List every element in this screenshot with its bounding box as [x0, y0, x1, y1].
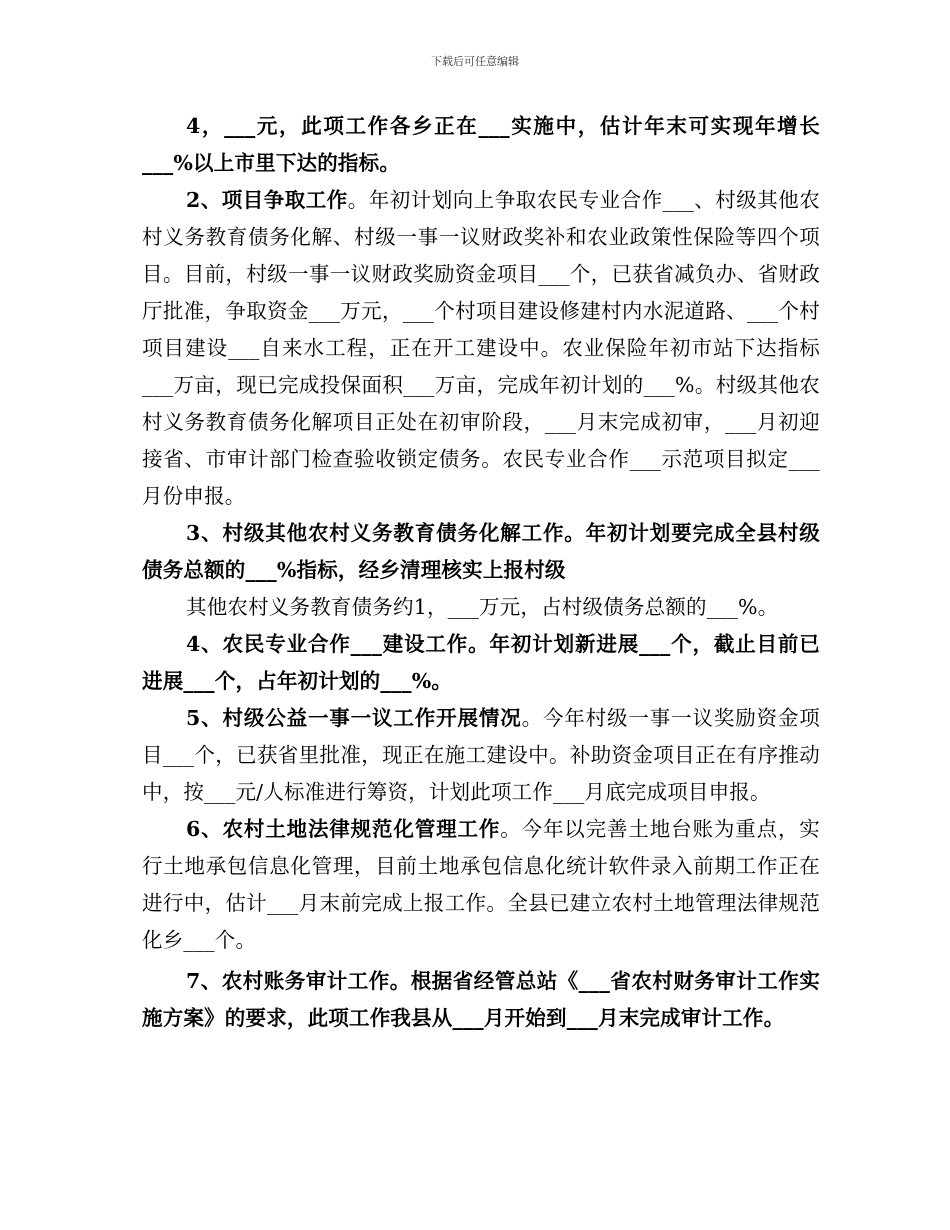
paragraph-3: 3、村级其他农村义务教育债务化解工作。年初计划要完成全县村级债务总额的___%指标，经乡清理核实上报村级	[142, 521, 820, 582]
paragraph-1: 4，___元，此项工作各乡正在___实施中，估计年末可实现年增长___%以上市里下达的指标。	[142, 114, 820, 175]
paragraph-4: 4、农民专业合作___建设工作。年初计划新进展___个，截止目前已进展___个，占年初计划的___%。	[142, 632, 820, 693]
paragraph-5	[142, 700, 820, 811]
paragraph-7: 7、农村账务审计工作。根据省经管总站《___省农村财务审计工作实施方案》的要求，此项工作我县从___月开始到___月末完成审计工作。	[142, 969, 820, 1030]
paragraph-6	[142, 811, 820, 959]
paragraph-5-heading: 5、村级公益一事一议工作开展情况	[186, 706, 522, 730]
paragraph-6-body: 。今年以完善土地台账为重点，实行土地承包信息化管理，目前土地承包信息化统计软件录入前期工作正在进行中，估计___月末前完成上报工作。全县已建立农村土地管理法律规范化乡___个。	[142, 817, 821, 952]
paragraph-2-body: 。年初计划向上争取农民专业合作___、村级其他农村义务教育债务化解、村级一事一议财政奖补和农业政策性保险等四个项目。目前，村级一事一议财政奖励资金项目___个，已获省减负办、省财政厅批准，争取资金___万元，___个村项目建设修建村内水泥道路、___个村项目建设___自来水工程，正在开工建设中。农业保险年初市站下达指标___万亩，现已完成投保面积___万亩，完成年初计划的___%。村级其他农村义务教育债务化解项目正处在初审阶段，___月末完成初审，___月初迎接省、市审计部门检查验收锁定债务。农民专业合作___示范项目拟定___月份申报。	[142, 188, 820, 508]
page-header-note: 下载后可任意编辑	[431, 55, 519, 68]
paragraph-6-heading: 6、农村土地法律规范化管理工作	[186, 817, 501, 841]
paragraph-5-body: 。今年村级一事一议奖励资金项目___个，已获省里批准，现正在施工建设中。补助资金项目正在有序推动中，按___元/人标准进行筹资，计划此项工作___月底完成项目申报。	[142, 706, 820, 804]
paragraph-2-heading: 2、项目争取工作	[186, 188, 348, 212]
paragraph-2	[142, 182, 820, 515]
paragraph-3-continued: 其他农村义务教育债务约1，___万元，占村级债务总额的___%。	[186, 595, 779, 619]
document-body	[142, 108, 820, 1037]
